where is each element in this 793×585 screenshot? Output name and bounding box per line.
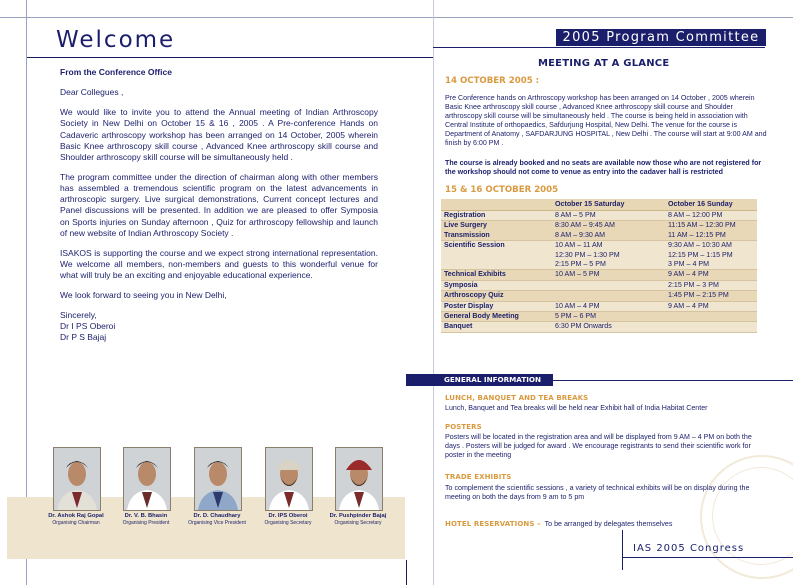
schedule-saturday [552,291,665,301]
lunch-text: Lunch, Banquet and Tea breaks will be held near Exhibit hall of India Habitat Center [445,404,708,412]
welcome-title: Welcome [56,27,176,53]
schedule-event: Banquet [441,322,552,332]
person-role: Organising Secretary [264,520,312,526]
person-role: Organising President [122,520,170,526]
welcome-rule [27,57,433,58]
schedule-sunday [665,312,757,322]
schedule-event: Scientific Session [441,241,552,270]
schedule-sunday: 1:45 PM – 2:15 PM [665,291,757,301]
portrait-caption [106,513,186,527]
letter-signature [60,310,378,343]
schedule-row [441,270,757,280]
letter-paragraph-3: ISAKOS is supporting the course and we expect strong international representation. We welcome all members, non-members and guests to this wonderful venue for what will truly be an exciting and enjoyable educational experience. [60,247,378,281]
schedule-sunday: 2:15 PM – 3 PM [665,280,757,290]
congress-rule-vertical [622,530,623,570]
schedule-row [441,312,757,322]
schedule-sunday: 9 AM – 4 PM [665,270,757,280]
portrait-photo [265,447,313,511]
meeting-at-a-glance-title: MEETING AT A GLANCE [538,58,670,69]
letter-signer-2: Dr P S Bajaj [60,331,107,342]
schedule-sunday: 11:15 AM – 12:30 PM 11 AM – 12:15 PM [665,221,757,241]
person-name: Dr. IPS Oberoi [268,513,308,519]
letter-paragraph-2: The program committee under the direction of chairman along with other members has assembled a tremendous scientific program on the latest advancements in arthroscopic surgery. Live surgical demonstrations, Current concept lectures and Panel discussions will be presented. In addition we are pleased to offer Symposia on Sports injuries on Sunday afternoon , Quiz for arthroscopy fellowship and launch of new website of Indian Arthroscopy Society . [60,171,378,238]
person-name: Dr. Pushpinder Bajaj [329,513,387,519]
schedule-event: Poster Display [441,301,552,311]
person-name: Dr. Ashok Raj Gopal [48,513,104,519]
person-role: Organising Vice President [188,520,246,526]
person-name: Dr. V. B. Bhasin [124,513,168,519]
letter-salutation: Dear Collegues , [60,87,124,98]
top-frame-line [0,17,793,18]
hotel-text: To be arranged by delegates themselves [544,520,673,528]
date-14-october-note: The course is already booked and no seats are available now those who are not registered for the workshop should not come to venue as entry into the cadaver hall is restricted [445,159,762,177]
portrait-photo [335,447,383,511]
letter-paragraph-4: We look forward to seeing you in New Delhi, [60,290,227,300]
schedule-sunday [665,322,757,332]
schedule-event: Symposia [441,280,552,290]
portrait-caption [318,513,398,527]
person-role: Organising Chairman [52,520,100,526]
hotel-reservations [445,513,775,531]
schedule-row [441,301,757,311]
date-14-october-text: Pre Conference hands on Arthroscopy workshop has been arranged on 14 October , 2005 wherein Basic Knee arthroscopy skill course , Advanced Knee arthroscopy skill course and Shoulder arthroscopy skill course will be simultaneously held . The course is being held in association with Central Institute of orthopaedics, Safdurjung Hospital, New Delhi. The venue for the course is Department of Anatomy , SAFDARJUNG HOSPITAL , New Delhi . The course will start at 9:00 AM and finish by 6:00 PM . [445,94,767,148]
portrait-photo [123,447,171,511]
portrait-photo [53,447,101,511]
letter-from: From the Conference Office [60,67,172,77]
congress-label: IAS 2005 Congress [633,543,745,554]
schedule-saturday: 10 AM – 4 PM [552,301,665,311]
posters-text: Posters will be located in the registration area and will be displayed from 9 AM – 4 PM on both the days . Posters will be judged for award . We encourage registrants to send their scientific work for poster in the meeting [445,433,752,460]
letter-paragraph-1: We would like to invite you to attend the Annual meeting of Indian Arthroscopy Society in New Delhi on October 15 & 16 , 2005 . A Pre-conference Hands on Cadaveric arthroscopy workshop has been arranged on 14 October, 2005 wherein Basic Knee arthroscopy skill course , Advanced Knee arthroscopy skill course and Shoulder arthroscopy skill course will be simultaneously held . [60,107,378,162]
person-role: Organising Secretary [334,520,382,526]
hotel-heading: HOTEL RESERVATIONS – [445,520,541,528]
schedule-saturday: 8 AM – 5 PM [552,211,665,221]
schedule-row [441,241,757,270]
schedule-sunday: 8 AM – 12:00 PM [665,211,757,221]
schedule-row [441,291,757,301]
person-name: Dr. D. Chaudhary [193,513,241,519]
schedule-table [441,199,757,333]
congress-rule-horizontal [622,557,793,558]
welcome-letter [60,67,378,343]
schedule-sunday: 9:30 AM – 10:30 AM 12:15 PM – 1:15 PM 3 PM – 4 PM [665,241,757,270]
letter-closing: Sincerely, [60,309,97,320]
trade-exhibits-heading: TRADE EXHIBITS [445,473,512,481]
schedule-saturday: 5 PM – 6 PM [552,312,665,322]
schedule-row [441,322,757,332]
schedule-row [441,280,757,290]
schedule-header-cell: October 15 Saturday [552,199,665,211]
schedule-event: Live Surgery Transmission [441,221,552,241]
portrait-caption [177,513,257,527]
schedule-row [441,211,757,221]
date-15-16-october-heading: 15 & 16 OCTOBER 2005 [445,185,559,195]
schedule-header-row [441,199,757,211]
schedule-header-cell: October 16 Sunday [665,199,757,211]
schedule-sunday: 9 AM – 4 PM [665,301,757,311]
portrait-caption [36,513,116,527]
lunch-heading: LUNCH, BANQUET AND TEA BREAKS [445,394,589,402]
general-information-banner: GENERAL INFORMATION [406,374,553,386]
letter-signer-1: Dr I PS Oberoi [60,320,116,331]
portrait-caption [248,513,328,527]
committee-banner: 2005 Program Committee [556,29,766,46]
schedule-event: General Body Meeting [441,312,552,322]
center-divider [433,0,434,585]
trade-exhibits-text: To complement the scientific sessions , a variety of technical exhibits will be on display during the meeting on both the days from 9 am to 5 pm [445,484,750,502]
schedule-event: Arthroscopy Quiz [441,291,552,301]
schedule-event: Technical Exhibits [441,270,552,280]
schedule-saturday: 6:30 PM Onwards [552,322,665,332]
portrait-photo [194,447,242,511]
schedule-saturday: 10 AM – 5 PM [552,270,665,280]
schedule-header-cell [441,199,552,211]
schedule-row [441,221,757,241]
schedule-saturday: 8:30 AM – 9:45 AM 8 AM – 9:30 AM [552,221,665,241]
schedule-saturday [552,280,665,290]
posters-heading: POSTERS [445,423,482,431]
date-14-october-heading: 14 OCTOBER 2005 : [445,76,540,86]
general-information-rule [553,380,793,381]
bottom-tick [406,560,407,585]
committee-banner-rule [433,47,765,48]
schedule-saturday: 10 AM – 11 AM 12:30 PM – 1:30 PM 2:15 PM – 5 PM [552,241,665,270]
schedule-event: Registration [441,211,552,221]
